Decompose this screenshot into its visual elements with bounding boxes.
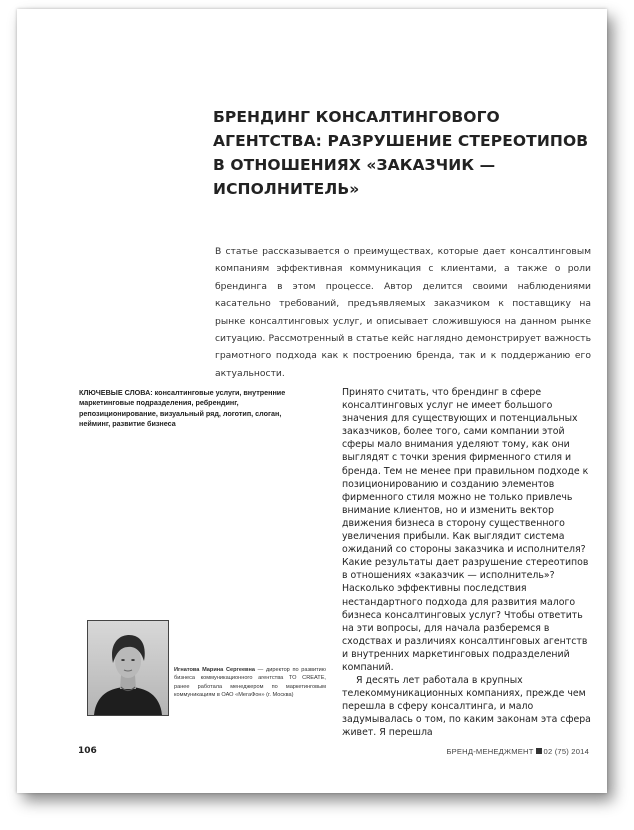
- author-photo: [87, 620, 169, 716]
- author-name: Игнатова Марина Сергеевна: [174, 667, 255, 673]
- keywords-list: консалтинговые услуги, внутренние маркетинговые подразделения, ребрендинг, репозиционирование, визуальный ряд, логотип, слоган, нейминг, развитие бизнеса: [79, 388, 286, 429]
- journal-name: БРЕНД-МЕНЕДЖМЕНТ: [446, 747, 534, 756]
- journal-footer: [446, 747, 589, 756]
- author-portrait-icon: [88, 621, 168, 715]
- body-paragraph-1: Принято считать, что брендинг в сфере консалтинговых услуг не имеет большого значения для существующих и потенциальных заказчиков, более того, сами компании этой сферы мало внимания уделяют тому, как они выглядят с точки зрения фирменного стиля и бренда. Тем не менее при правильном подходе к позиционированию и созданию элементов фирменного стиля можно не только привлечь внимание клиентов, но и изменить вектор движения бизнеса в сторону существенного увеличения прибыли. Как выглядит система ожиданий со стороны заказчика и исполнителя? Какие результаты дает разрушение стереотипов в отношениях «заказчик — исполнитель»? Насколько эффективны последствия нестандартного подхода для развития малого бизнеса консалтинговых услуг? Чтобы ответить на эти вопросы, для начала разберемся в сходствах и различиях консалтинговых агентств и внутренних маркетинговых подразделений компаний.: [342, 387, 589, 673]
- keywords-label: КЛЮЧЕВЫЕ СЛОВА:: [79, 388, 153, 397]
- keywords-block: [79, 388, 309, 430]
- journal-page: [17, 9, 607, 793]
- article-abstract: В статье рассказывается о преимуществах, которые дает консалтинговым компаниям эффективная коммуникация с клиентами, а также о роли брендинга в этом процессе. Автор делится своими наблюдениями касательно требований, предъявляемых заказчиком к поставщику на рынке консалтинговых услуг, и описывает сложившуюся на данном рынке ситуацию. Рассмотренный в статье кейс наглядно демонстрирует важность грамотного подхода как к построению бренда, так и к поддержанию его актуальности.: [215, 246, 591, 379]
- square-separator-icon: [536, 748, 542, 754]
- author-bio: — директор по развитию бизнеса коммуникационного агентства TO CREATE, ранее работала менеджером по маркетинговым коммуникациям в ОАО «МегаФон» (г. Москва): [174, 667, 326, 699]
- journal-issue: 02 (75) 2014: [543, 747, 589, 756]
- page-number: 106: [78, 746, 97, 756]
- author-info: [174, 666, 326, 700]
- body-paragraph-2: Я десять лет работала в крупных телекоммуникационных компаниях, прежде чем перешла в сферу консалтинга, и мало задумывалась о том, по каким законам эта сфера живет. Я перешла: [342, 675, 591, 739]
- article-body: [342, 386, 592, 740]
- article-title: БРЕНДИНГ КОНСАЛТИНГОВОГО АГЕНТСТВА: РАЗРУШЕНИЕ СТЕРЕОТИПОВ В ОТНОШЕНИЯХ «ЗАКАЗЧИК — ИСПОЛНИТЕЛЬ»: [213, 108, 589, 198]
